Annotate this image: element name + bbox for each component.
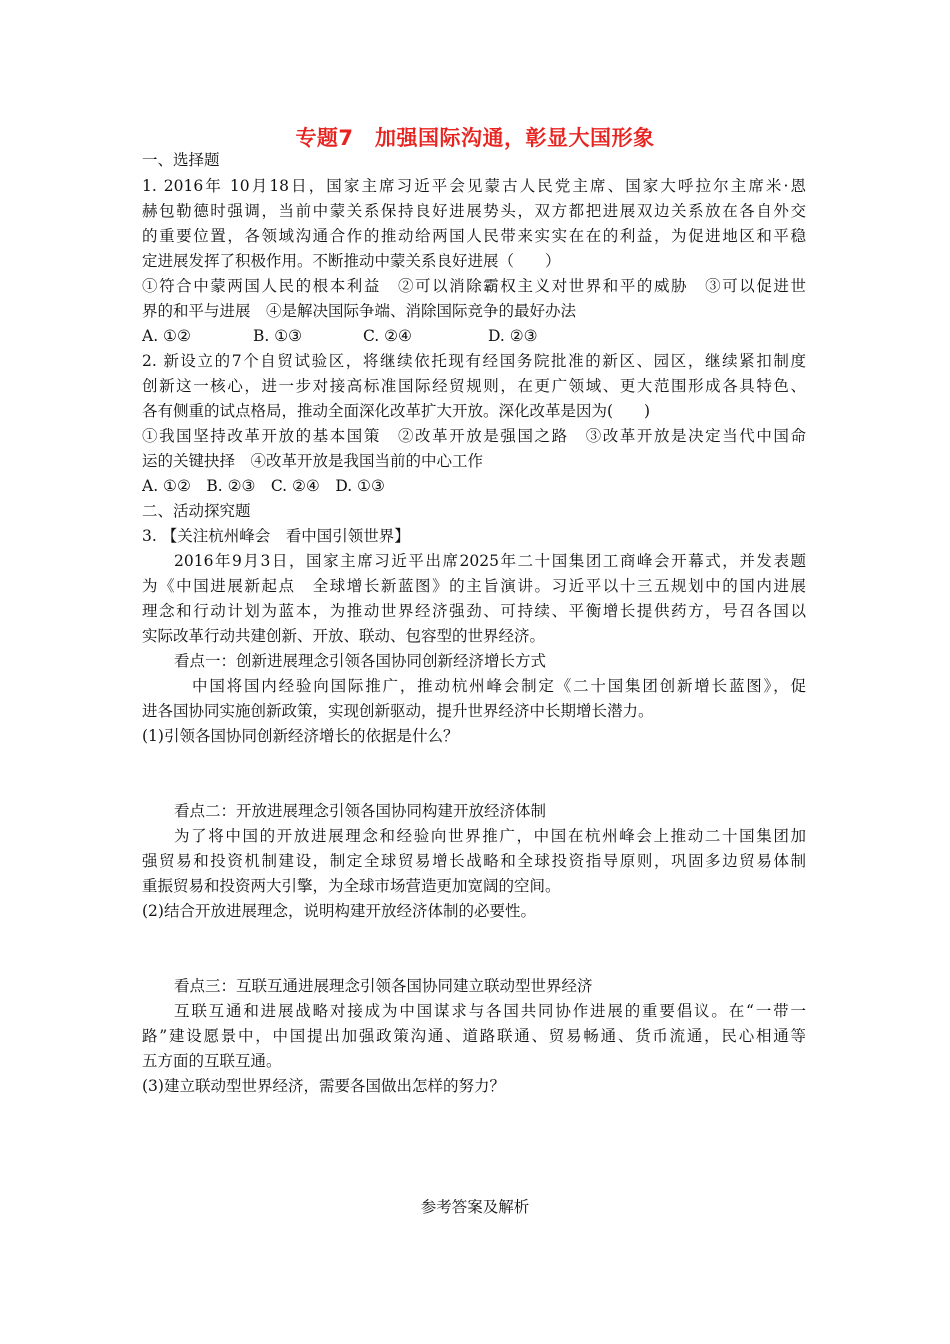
q1-statement: 界的和平与进展 ④是解决国际争端、消除国际竞争的最好办法 xyxy=(142,302,577,320)
point2-title: 看点二：开放进展理念引领各国协同构建开放经济体制 xyxy=(174,802,547,820)
q2-statement: ①我国坚持改革开放的基本国策 ②改革开放是强国之路 ③改革开放是决定当代中国命 xyxy=(142,427,806,445)
point1-title: 看点一：创新进展理念引领各国协同创新经济增长方式 xyxy=(174,652,547,670)
point3-title: 看点三：互联互通进展理念引领各国协同建立联动型世界经济 xyxy=(174,977,593,995)
q1-statement: ①符合中蒙两国人民的根本利益 ②可以消除霸权主义对世界和平的威胁 ③可以促进世 xyxy=(142,277,806,295)
point3-text: 五方面的互联互通。 xyxy=(142,1052,282,1070)
point2-text: 为了将中国的开放进展理念和经验向世界推广，中国在杭州峰会上推动二十国集团加 xyxy=(174,827,806,845)
q3-intro-line: 实际改革行动共建创新、开放、联动、包容型的世界经济。 xyxy=(142,627,546,645)
q2-line: 创新这一核心，进一步对接高标准国际经贸规则，在更广领域、更大范围形成各具特色、 xyxy=(142,377,806,395)
q1-line: 定进展发挥了积极作用。不断推动中蒙关系良好进展（ ） xyxy=(142,252,561,270)
q1-option-c: C. ②④ xyxy=(363,327,412,345)
section-heading-choice: 一、选择题 xyxy=(142,151,220,169)
point1-question: (1)引领各国协同创新经济增长的依据是什么？ xyxy=(142,727,459,745)
q2-statement: 运的关键抉择 ④改革开放是我国当前的中心工作 xyxy=(142,452,484,470)
q1-line: 的重要位置，各领域沟通合作的推动给两国人民带来实实在在的利益，为促进地区和平稳 xyxy=(142,227,806,245)
point3-text: 路”建设愿景中，中国提出加强政策沟通、道路联通、贸易畅通、货币流通，民心相通等 xyxy=(142,1027,806,1045)
q1-line: 赫包勒德时强调，当前中蒙关系保持良好进展势头，双方都把进展双边关系放在各自外交 xyxy=(142,202,806,220)
q2-options: A. ①② B. ②③ C. ②④ D. ①③ xyxy=(142,477,385,495)
point1-text: 进各国协同实施创新政策，实现创新驱动，提升世界经济中长期增长潜力。 xyxy=(142,702,654,720)
q1-line: 1. 2016年 10月18日，国家主席习近平会见蒙古人民党主席、国家大呼拉尔主席米·恩 xyxy=(142,177,806,195)
point2-text: 重振贸易和投资两大引擎，为全球市场营造更加宽阔的空间。 xyxy=(142,877,561,895)
section-heading-activity: 二、活动探究题 xyxy=(142,502,251,520)
q2-line: 各有侧重的试点格局，推动全面深化改革扩大开放。深化改革是因为( ) xyxy=(142,402,651,420)
q3-intro-line: 2016年9月3日，国家主席习近平出席2025年二十国集团工商峰会开幕式，并发表题 xyxy=(174,552,806,570)
q1-option-a: A. ①② xyxy=(142,327,191,345)
page-title: 专题7 加强国际沟通，彰显大国形象 xyxy=(295,126,655,150)
point2-question: (2)结合开放进展理念，说明构建开放经济体制的必要性。 xyxy=(142,902,536,920)
point1-text: 中国将国内经验向国际推广，推动杭州峰会制定《二十国集团创新增长蓝图》，促 xyxy=(192,677,806,695)
q3-intro-line: 为《中国进展新起点 全球增长新蓝图》的主旨演讲。习近平以十三五规划中的国内进展 xyxy=(142,577,806,595)
q2-line: 2. 新设立的7个自贸试验区，将继续依托现有经国务院批准的新区、园区，继续紧扣制度 xyxy=(142,352,806,370)
point3-text: 互联互通和进展战略对接成为中国谋求与各国共同协作进展的重要倡议。在“一带一 xyxy=(174,1002,806,1020)
point3-question: (3)建立联动型世界经济，需要各国做出怎样的努力？ xyxy=(142,1077,505,1095)
point2-text: 强贸易和投资机制建设，制定全球贸易增长战略和全球投资指导原则，巩固多边贸易体制 xyxy=(142,852,806,870)
q3-intro-line: 理念和行动计划为蓝本，为推动世界经济强劲、可持续、平衡增长提供药方，号召各国以 xyxy=(142,602,806,620)
q1-option-d: D. ②③ xyxy=(488,327,538,345)
q1-option-b: B. ①③ xyxy=(253,327,303,345)
q3-heading: 3. 【关注杭州峰会 看中国引领世界】 xyxy=(142,527,410,545)
answer-section-heading: 参考答案及解析 xyxy=(420,1198,530,1216)
